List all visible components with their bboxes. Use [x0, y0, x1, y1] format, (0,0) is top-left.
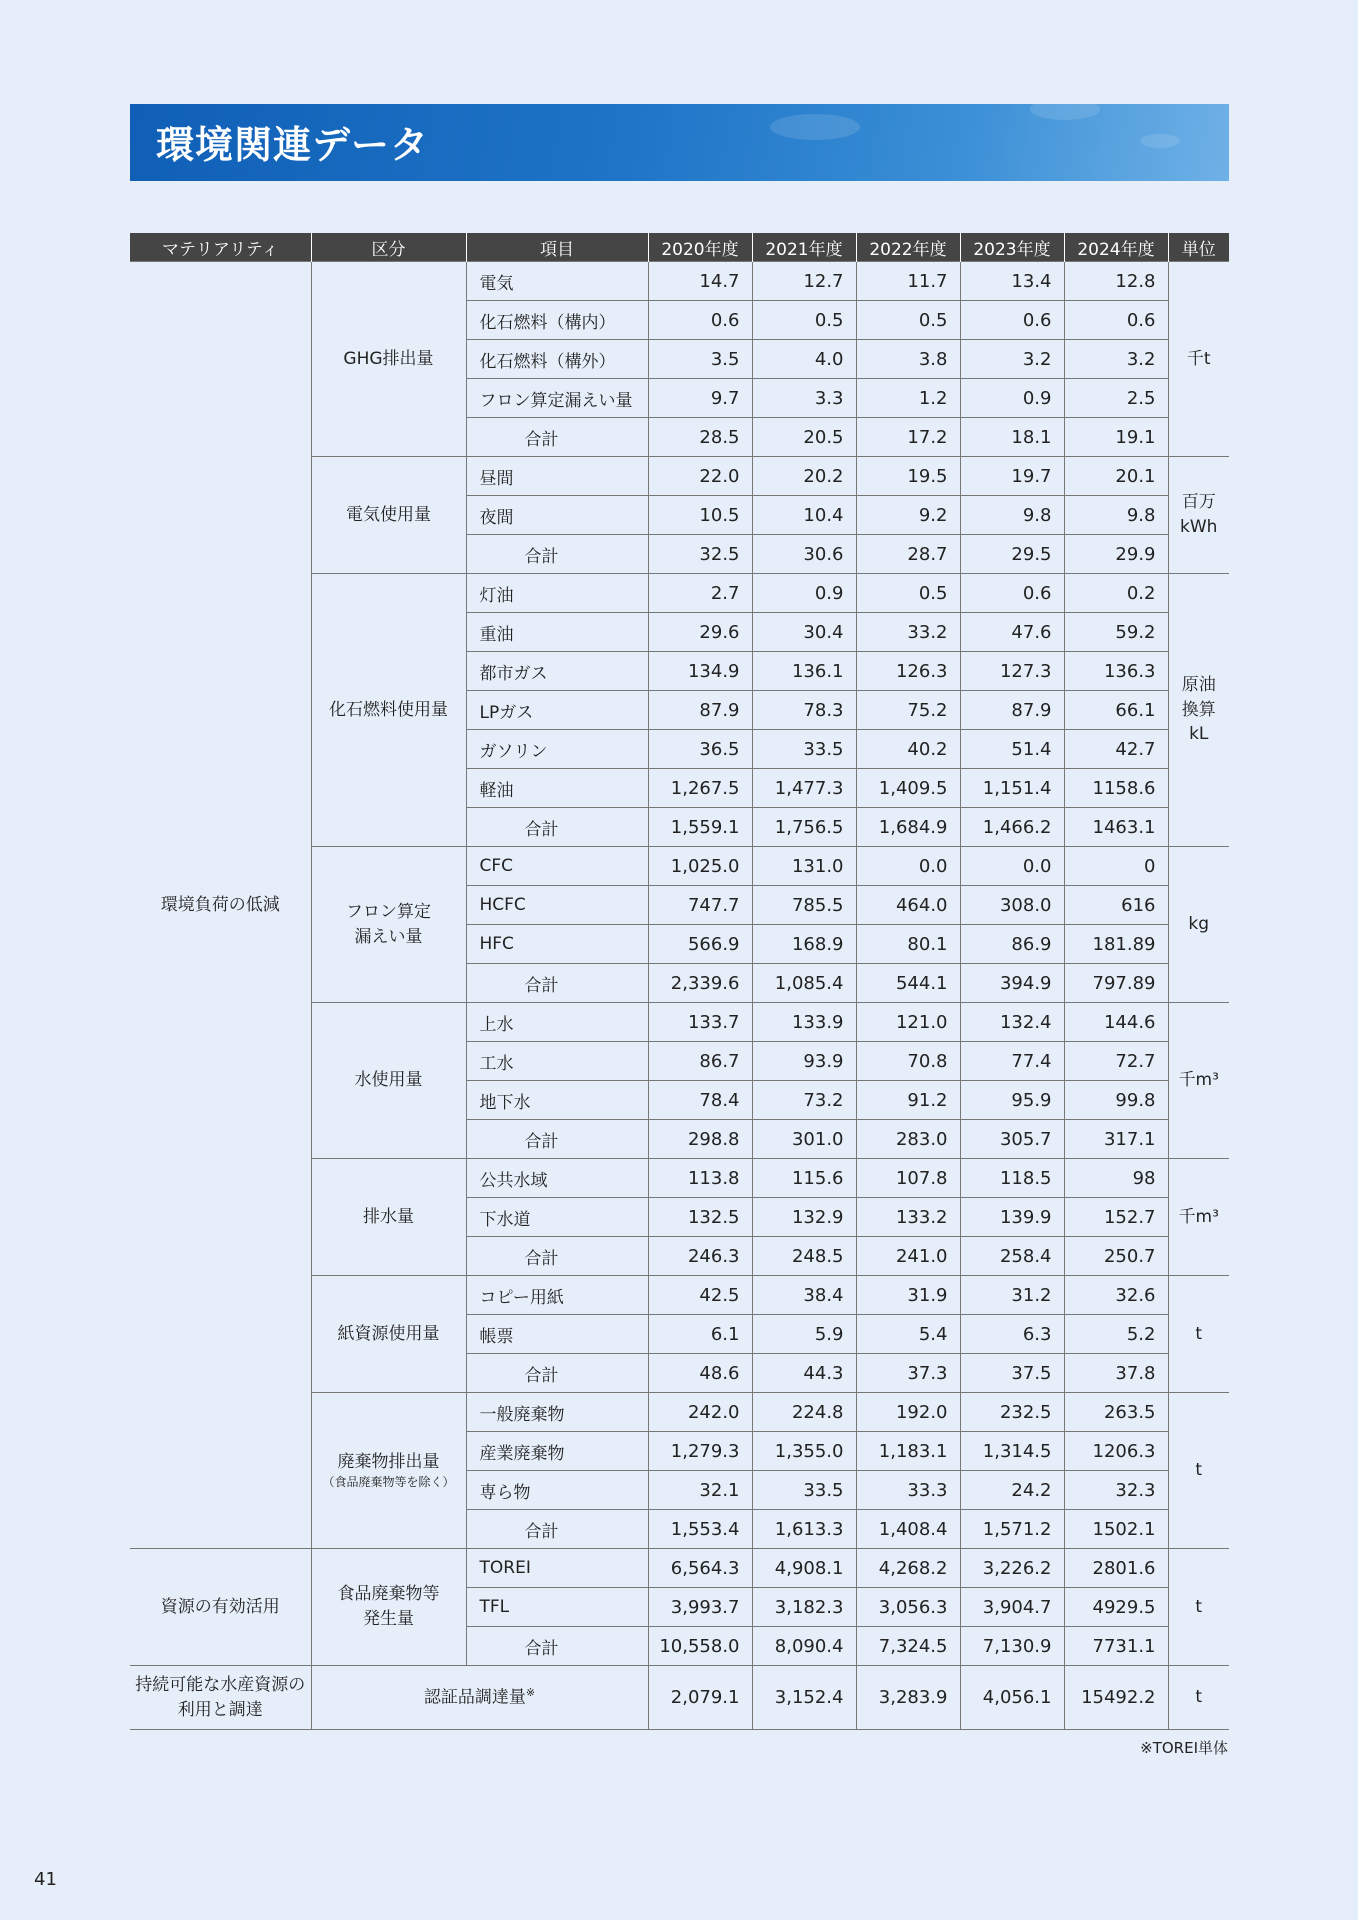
value-cell: 1.2 — [856, 379, 960, 418]
value-cell: 248.5 — [752, 1237, 856, 1276]
value-cell: 6.1 — [648, 1315, 752, 1354]
value-cell: 3,993.7 — [648, 1588, 752, 1627]
value-cell: 86.7 — [648, 1042, 752, 1081]
value-cell: 9.8 — [960, 496, 1064, 535]
value-cell: 394.9 — [960, 964, 1064, 1003]
materiality-line: 利用と調達 — [177, 1699, 263, 1720]
item-cell: 専ら物 — [466, 1471, 648, 1510]
value-cell: 14.7 — [648, 262, 752, 301]
value-cell: 3,226.2 — [960, 1549, 1064, 1588]
value-cell: 73.2 — [752, 1081, 856, 1120]
unit-line: 換算 — [1181, 699, 1216, 720]
category-sublabel: （食品廃棄物等を除く） — [322, 1475, 455, 1490]
value-cell: 44.3 — [752, 1354, 856, 1393]
value-cell: 29.9 — [1064, 535, 1168, 574]
item-cell: 合計 — [466, 964, 648, 1003]
value-cell: 301.0 — [752, 1120, 856, 1159]
value-cell: 1502.1 — [1064, 1510, 1168, 1549]
item-cell: 帳票 — [466, 1315, 648, 1354]
value-cell: 107.8 — [856, 1159, 960, 1198]
unit-cell: kg — [1168, 847, 1229, 1003]
value-cell: 1158.6 — [1064, 769, 1168, 808]
item-cell: 都市ガス — [466, 652, 648, 691]
value-cell: 18.1 — [960, 418, 1064, 457]
item-cell: HCFC — [466, 886, 648, 925]
value-cell: 3.2 — [960, 340, 1064, 379]
value-cell: 0.6 — [1064, 301, 1168, 340]
value-cell: 132.4 — [960, 1003, 1064, 1042]
value-cell: 305.7 — [960, 1120, 1064, 1159]
value-cell: 4929.5 — [1064, 1588, 1168, 1627]
value-cell: 20.1 — [1064, 457, 1168, 496]
item-cell: CFC — [466, 847, 648, 886]
value-cell: 40.2 — [856, 730, 960, 769]
value-cell: 241.0 — [856, 1237, 960, 1276]
item-cell: フロン算定漏えい量 — [466, 379, 648, 418]
materiality-resource: 資源の有効活用 — [130, 1549, 311, 1666]
header-2021: 2021年度 — [752, 233, 856, 262]
category-fossil-fuel: 化石燃料使用量 — [311, 574, 466, 847]
category-line: 食品廃棄物等 — [337, 1584, 440, 1605]
header-2023: 2023年度 — [960, 233, 1064, 262]
value-cell: 4.0 — [752, 340, 856, 379]
value-cell: 4,056.1 — [960, 1666, 1064, 1730]
item-cell: コピー用紙 — [466, 1276, 648, 1315]
value-cell: 1,314.5 — [960, 1432, 1064, 1471]
unit-cell: t — [1168, 1276, 1229, 1393]
item-cell: 合計 — [466, 1627, 648, 1666]
value-cell: 87.9 — [648, 691, 752, 730]
item-cell: 化石燃料（構外） — [466, 340, 648, 379]
value-cell: 33.2 — [856, 613, 960, 652]
value-cell: 0.5 — [752, 301, 856, 340]
value-cell: 28.5 — [648, 418, 752, 457]
unit-line: 原油 — [1181, 675, 1216, 696]
item-cell: 合計 — [466, 1510, 648, 1549]
value-cell: 2.5 — [1064, 379, 1168, 418]
unit-cell: t — [1168, 1549, 1229, 1666]
value-cell: 132.5 — [648, 1198, 752, 1237]
value-cell: 2801.6 — [1064, 1549, 1168, 1588]
value-cell: 19.1 — [1064, 418, 1168, 457]
value-cell: 30.4 — [752, 613, 856, 652]
unit-line: kL — [1189, 724, 1209, 745]
value-cell: 86.9 — [960, 925, 1064, 964]
item-cell: ガソリン — [466, 730, 648, 769]
value-cell: 33.5 — [752, 1471, 856, 1510]
value-cell: 32.1 — [648, 1471, 752, 1510]
unit-cell: t — [1168, 1393, 1229, 1549]
value-cell: 263.5 — [1064, 1393, 1168, 1432]
value-cell: 38.4 — [752, 1276, 856, 1315]
value-cell: 1,756.5 — [752, 808, 856, 847]
category-line: フロン算定 — [346, 901, 431, 922]
value-cell: 3.3 — [752, 379, 856, 418]
value-cell: 77.4 — [960, 1042, 1064, 1081]
value-cell: 1,553.4 — [648, 1510, 752, 1549]
item-cell: TOREI — [466, 1549, 648, 1588]
value-cell: 3.8 — [856, 340, 960, 379]
value-cell: 0.9 — [960, 379, 1064, 418]
value-cell: 232.5 — [960, 1393, 1064, 1432]
value-cell: 1,183.1 — [856, 1432, 960, 1471]
table-header-row — [130, 233, 1229, 262]
value-cell: 48.6 — [648, 1354, 752, 1393]
value-cell: 87.9 — [960, 691, 1064, 730]
value-cell: 80.1 — [856, 925, 960, 964]
value-cell: 3.5 — [648, 340, 752, 379]
value-cell: 10.5 — [648, 496, 752, 535]
value-cell: 1,408.4 — [856, 1510, 960, 1549]
value-cell: 22.0 — [648, 457, 752, 496]
value-cell: 24.2 — [960, 1471, 1064, 1510]
value-cell: 10.4 — [752, 496, 856, 535]
value-cell: 0.6 — [960, 574, 1064, 613]
value-cell: 9.2 — [856, 496, 960, 535]
value-cell: 36.5 — [648, 730, 752, 769]
unit-cell: 千m³ — [1168, 1003, 1229, 1159]
value-cell: 132.9 — [752, 1198, 856, 1237]
value-cell: 133.7 — [648, 1003, 752, 1042]
item-cell: 合計 — [466, 418, 648, 457]
value-cell: 115.6 — [752, 1159, 856, 1198]
item-cell: 工水 — [466, 1042, 648, 1081]
category-water-use: 水使用量 — [311, 1003, 466, 1159]
item-cell: 昼間 — [466, 457, 648, 496]
value-cell: 308.0 — [960, 886, 1064, 925]
materiality-fishery — [130, 1666, 311, 1730]
value-cell: 17.2 — [856, 418, 960, 457]
category-paper: 紙資源使用量 — [311, 1276, 466, 1393]
value-cell: 0.0 — [960, 847, 1064, 886]
value-cell: 181.89 — [1064, 925, 1168, 964]
value-cell: 1,466.2 — [960, 808, 1064, 847]
value-cell: 98 — [1064, 1159, 1168, 1198]
value-cell: 5.4 — [856, 1315, 960, 1354]
value-cell: 192.0 — [856, 1393, 960, 1432]
unit-line: kWh — [1180, 517, 1218, 537]
value-cell: 99.8 — [1064, 1081, 1168, 1120]
table-row — [130, 1549, 1229, 1588]
value-cell: 797.89 — [1064, 964, 1168, 1003]
fish-decoration — [1140, 134, 1180, 148]
value-cell: 6,564.3 — [648, 1549, 752, 1588]
value-cell: 91.2 — [856, 1081, 960, 1120]
value-cell: 121.0 — [856, 1003, 960, 1042]
value-cell: 747.7 — [648, 886, 752, 925]
value-cell: 20.2 — [752, 457, 856, 496]
item-cell: 灯油 — [466, 574, 648, 613]
value-cell: 152.7 — [1064, 1198, 1168, 1237]
unit-cell: t — [1168, 1666, 1229, 1730]
value-cell: 3,283.9 — [856, 1666, 960, 1730]
value-cell: 15492.2 — [1064, 1666, 1168, 1730]
item-cell: 重油 — [466, 613, 648, 652]
unit-cell: 千m³ — [1168, 1159, 1229, 1276]
value-cell: 12.7 — [752, 262, 856, 301]
value-cell: 28.7 — [856, 535, 960, 574]
value-cell: 5.2 — [1064, 1315, 1168, 1354]
header-item: 項目 — [466, 233, 648, 262]
item-cell: 上水 — [466, 1003, 648, 1042]
value-cell: 136.3 — [1064, 652, 1168, 691]
value-cell: 298.8 — [648, 1120, 752, 1159]
header-2020: 2020年度 — [648, 233, 752, 262]
value-cell: 1,571.2 — [960, 1510, 1064, 1549]
value-cell: 2,339.6 — [648, 964, 752, 1003]
item-cell: HFC — [466, 925, 648, 964]
value-cell: 59.2 — [1064, 613, 1168, 652]
item-cell: 合計 — [466, 535, 648, 574]
value-cell: 250.7 — [1064, 1237, 1168, 1276]
fish-decoration — [1030, 104, 1100, 120]
unit-cell: 千t — [1168, 262, 1229, 457]
value-cell: 144.6 — [1064, 1003, 1168, 1042]
value-cell: 133.2 — [856, 1198, 960, 1237]
value-cell: 0.6 — [960, 301, 1064, 340]
value-cell: 1,409.5 — [856, 769, 960, 808]
table-row — [130, 1666, 1229, 1730]
item-cell: 公共水域 — [466, 1159, 648, 1198]
value-cell: 224.8 — [752, 1393, 856, 1432]
item-cell: 合計 — [466, 1354, 648, 1393]
value-cell: 10,558.0 — [648, 1627, 752, 1666]
value-cell: 3.2 — [1064, 340, 1168, 379]
title-banner — [130, 104, 1229, 181]
value-cell: 464.0 — [856, 886, 960, 925]
value-cell: 1,267.5 — [648, 769, 752, 808]
value-cell: 134.9 — [648, 652, 752, 691]
category-drainage: 排水量 — [311, 1159, 466, 1276]
value-cell: 1,085.4 — [752, 964, 856, 1003]
value-cell: 2.7 — [648, 574, 752, 613]
value-cell: 13.4 — [960, 262, 1064, 301]
value-cell: 616 — [1064, 886, 1168, 925]
unit-cell — [1168, 574, 1229, 847]
table-row — [130, 262, 1229, 301]
value-cell: 4,908.1 — [752, 1549, 856, 1588]
fish-decoration — [770, 114, 860, 140]
value-cell: 95.9 — [960, 1081, 1064, 1120]
value-cell: 131.0 — [752, 847, 856, 886]
category-waste — [311, 1393, 466, 1549]
category-electricity: 電気使用量 — [311, 457, 466, 574]
header-2022: 2022年度 — [856, 233, 960, 262]
header-unit: 単位 — [1168, 233, 1229, 262]
item-cell: 合計 — [466, 1120, 648, 1159]
value-cell: 31.2 — [960, 1276, 1064, 1315]
value-cell: 2,079.1 — [648, 1666, 752, 1730]
item-cell: LPガス — [466, 691, 648, 730]
item-cell: 軽油 — [466, 769, 648, 808]
value-cell: 1,684.9 — [856, 808, 960, 847]
category-line: 発生量 — [363, 1609, 414, 1629]
value-cell: 5.9 — [752, 1315, 856, 1354]
value-cell: 168.9 — [752, 925, 856, 964]
value-cell: 32.3 — [1064, 1471, 1168, 1510]
environment-data-table — [130, 233, 1229, 1730]
value-cell: 1,151.4 — [960, 769, 1064, 808]
value-cell: 47.6 — [960, 613, 1064, 652]
footnote-mark: ※ — [525, 1685, 536, 1699]
value-cell: 283.0 — [856, 1120, 960, 1159]
unit-cell — [1168, 457, 1229, 574]
value-cell: 33.5 — [752, 730, 856, 769]
value-cell: 3,904.7 — [960, 1588, 1064, 1627]
item-cell: 一般廃棄物 — [466, 1393, 648, 1432]
value-cell: 19.5 — [856, 457, 960, 496]
value-cell: 12.8 — [1064, 262, 1168, 301]
value-cell: 78.3 — [752, 691, 856, 730]
value-cell: 7,130.9 — [960, 1627, 1064, 1666]
value-cell: 258.4 — [960, 1237, 1064, 1276]
value-cell: 30.6 — [752, 535, 856, 574]
category-ghg: GHG排出量 — [311, 262, 466, 457]
item-cell: 夜間 — [466, 496, 648, 535]
item-cell: 産業廃棄物 — [466, 1432, 648, 1471]
value-cell: 42.7 — [1064, 730, 1168, 769]
value-cell: 0.5 — [856, 301, 960, 340]
value-cell: 32.5 — [648, 535, 752, 574]
value-cell: 66.1 — [1064, 691, 1168, 730]
value-cell: 0 — [1064, 847, 1168, 886]
value-cell: 9.7 — [648, 379, 752, 418]
page-number: 41 — [34, 1869, 57, 1890]
category-freon — [311, 847, 466, 1003]
item-cell: 合計 — [466, 808, 648, 847]
value-cell: 1,477.3 — [752, 769, 856, 808]
value-cell: 31.9 — [856, 1276, 960, 1315]
header-2024: 2024年度 — [1064, 233, 1168, 262]
item-cell: 地下水 — [466, 1081, 648, 1120]
item-cell: 合計 — [466, 1237, 648, 1276]
value-cell: 544.1 — [856, 964, 960, 1003]
value-cell: 785.5 — [752, 886, 856, 925]
value-cell: 126.3 — [856, 652, 960, 691]
value-cell: 7,324.5 — [856, 1627, 960, 1666]
category-line: 廃棄物排出量 — [337, 1452, 440, 1473]
value-cell: 127.3 — [960, 652, 1064, 691]
category-line: 漏えい量 — [354, 926, 423, 947]
footnote: ※TOREI単体 — [1140, 1739, 1228, 1757]
value-cell: 37.8 — [1064, 1354, 1168, 1393]
value-cell: 19.7 — [960, 457, 1064, 496]
value-cell: 0.0 — [856, 847, 960, 886]
value-cell: 32.6 — [1064, 1276, 1168, 1315]
value-cell: 3,182.3 — [752, 1588, 856, 1627]
item-cell: 化石燃料（構内） — [466, 301, 648, 340]
value-cell: 246.3 — [648, 1237, 752, 1276]
value-cell: 1,559.1 — [648, 808, 752, 847]
value-cell: 3,056.3 — [856, 1588, 960, 1627]
value-cell: 93.9 — [752, 1042, 856, 1081]
value-cell: 1,025.0 — [648, 847, 752, 886]
value-cell: 3,152.4 — [752, 1666, 856, 1730]
category-certified-procurement — [311, 1666, 648, 1730]
value-cell: 1463.1 — [1064, 808, 1168, 847]
value-cell: 78.4 — [648, 1081, 752, 1120]
value-cell: 37.3 — [856, 1354, 960, 1393]
value-cell: 33.3 — [856, 1471, 960, 1510]
unit-line: 百万 — [1181, 492, 1216, 513]
value-cell: 51.4 — [960, 730, 1064, 769]
value-cell: 133.9 — [752, 1003, 856, 1042]
value-cell: 1,279.3 — [648, 1432, 752, 1471]
value-cell: 139.9 — [960, 1198, 1064, 1237]
value-cell: 118.5 — [960, 1159, 1064, 1198]
value-cell: 242.0 — [648, 1393, 752, 1432]
value-cell: 1206.3 — [1064, 1432, 1168, 1471]
value-cell: 0.6 — [648, 301, 752, 340]
header-category: 区分 — [311, 233, 466, 262]
value-cell: 4,268.2 — [856, 1549, 960, 1588]
value-cell: 7731.1 — [1064, 1627, 1168, 1666]
value-cell: 29.5 — [960, 535, 1064, 574]
value-cell: 8,090.4 — [752, 1627, 856, 1666]
item-cell: 下水道 — [466, 1198, 648, 1237]
category-food-waste — [311, 1549, 466, 1666]
value-cell: 136.1 — [752, 652, 856, 691]
value-cell: 0.2 — [1064, 574, 1168, 613]
value-cell: 0.9 — [752, 574, 856, 613]
item-cell: TFL — [466, 1588, 648, 1627]
materiality-line: 持続可能な水産資源の — [135, 1674, 306, 1695]
value-cell: 1,355.0 — [752, 1432, 856, 1471]
value-cell: 6.3 — [960, 1315, 1064, 1354]
value-cell: 1,613.3 — [752, 1510, 856, 1549]
value-cell: 113.8 — [648, 1159, 752, 1198]
page-title: 環境関連データ — [156, 122, 430, 167]
value-cell: 0.5 — [856, 574, 960, 613]
value-cell: 566.9 — [648, 925, 752, 964]
value-cell: 11.7 — [856, 262, 960, 301]
value-cell: 20.5 — [752, 418, 856, 457]
value-cell: 75.2 — [856, 691, 960, 730]
category-line: 認証品調達量 — [423, 1687, 526, 1708]
materiality-env: 環境負荷の低減 — [130, 262, 311, 1549]
value-cell: 70.8 — [856, 1042, 960, 1081]
header-materiality: マテリアリティ — [130, 233, 311, 262]
value-cell: 72.7 — [1064, 1042, 1168, 1081]
item-cell: 電気 — [466, 262, 648, 301]
value-cell: 29.6 — [648, 613, 752, 652]
value-cell: 37.5 — [960, 1354, 1064, 1393]
value-cell: 317.1 — [1064, 1120, 1168, 1159]
value-cell: 42.5 — [648, 1276, 752, 1315]
value-cell: 9.8 — [1064, 496, 1168, 535]
